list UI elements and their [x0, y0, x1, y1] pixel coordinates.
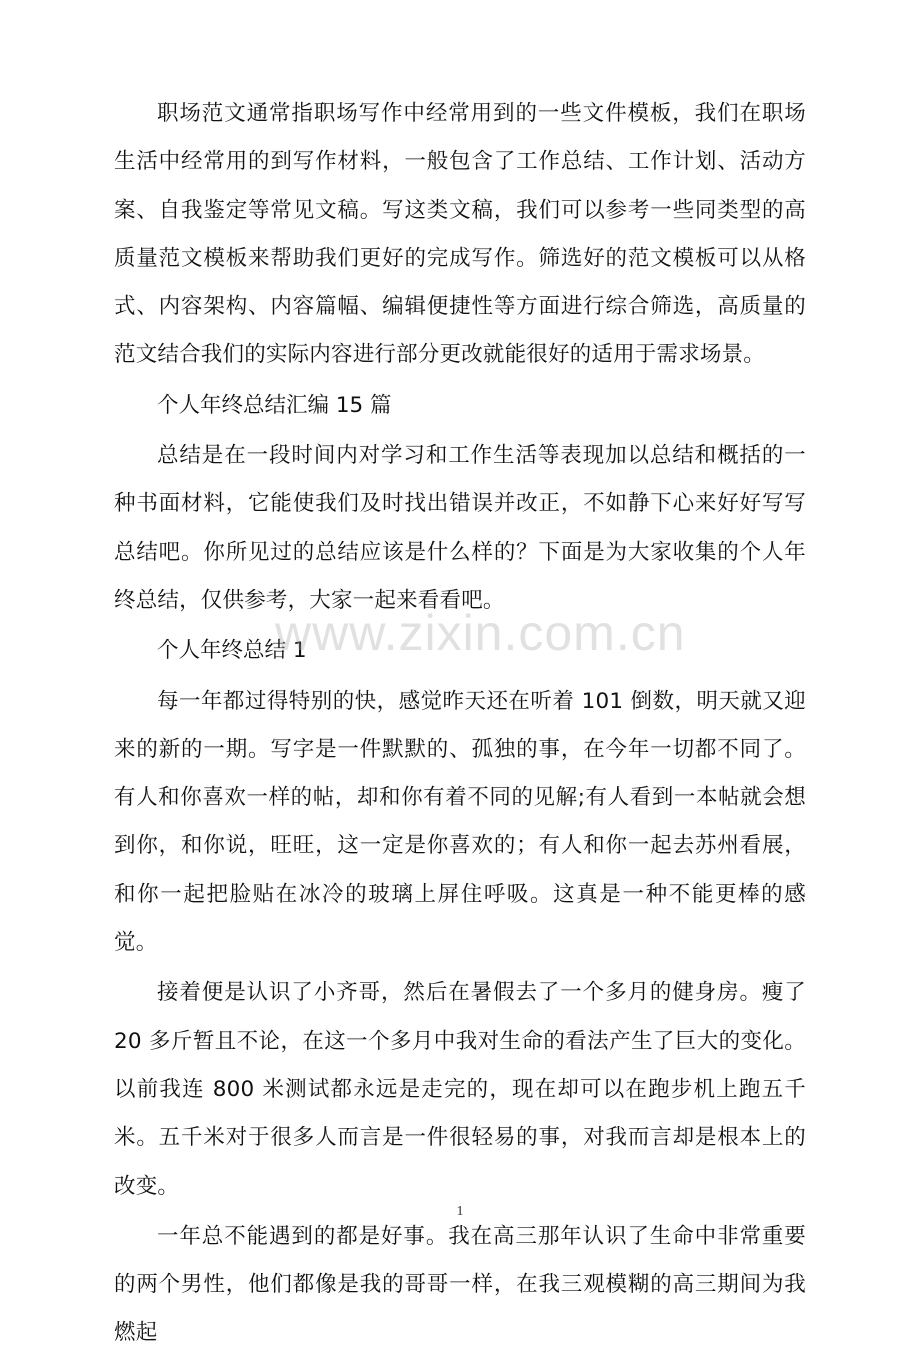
summary-intro-paragraph: 总结是在一段时间内对学习和工作生活等表现加以总结和概括的一种书面材料，它能使我们及时找出错误并改正，不如静下心来好好写写总结吧。你所见过的总结应该是什么样的？下面是为大家收集的个人年终总结，仅供参考，大家一起来看看吧。: [114, 443, 806, 613]
body-paragraph-2: 接着便是认识了小齐哥，然后在暑假去了一个多月的健身房。瘦了 20 多斤暂且不论，在这一个多月中我对生命的看法产生了巨大的变化。以前我连 800 米测试都永远是走完的，现在却可以在跑步机上跑五千米。五千米对于很多人而言是一件很轻易的事，对我而言却是根本上的改变。: [114, 980, 806, 1199]
watermark: www.zixin.com.cn: [275, 605, 686, 661]
page-number: 1: [456, 1204, 464, 1219]
section-title: 个人年终总结 1: [157, 638, 307, 664]
intro-paragraph: 职场范文通常指职场写作中经常用到的一些文件模板，我们在职场生活中经常用的到写作材料，一般包含了工作总结、工作计划、活动方案、自我鉴定等常见文稿。写这类文稿，我们可以参考一些同类型的高质量范文模板来帮助我们更好的完成写作。筛选好的范文模板可以从格式、内容架构、内容篇幅、编辑便捷性等方面进行综合筛选，高质量的范文结合我们的实际内容进行部分更改就能很好的适用于需求场景。: [114, 101, 806, 368]
document-body: [114, 90, 806, 1360]
collection-title: 个人年终总结汇编 15 篇: [157, 392, 392, 418]
body-paragraph-3: 一年总不能遇到的都是好事。我在高三那年认识了生命中非常重要的两个男性，他们都像是我的哥哥一样，在我三观模糊的高三期间为我燃起: [114, 1223, 806, 1346]
body-paragraph-1: 每一年都过得特别的快，感觉昨天还在听着 101 倒数，明天就又迎来的新的一期。写字是一件默默的、孤独的事，在今年一切都不同了。有人和你喜欢一样的帖，却和你有着不同的见解;有人看到一本帖就会想到你，和你说，旺旺，这一定是你喜欢的；有人和你一起去苏州看展，和你一起把脸贴在冰冷的玻璃上屏住呼吸。这真是一种不能更棒的感觉。: [114, 688, 806, 956]
